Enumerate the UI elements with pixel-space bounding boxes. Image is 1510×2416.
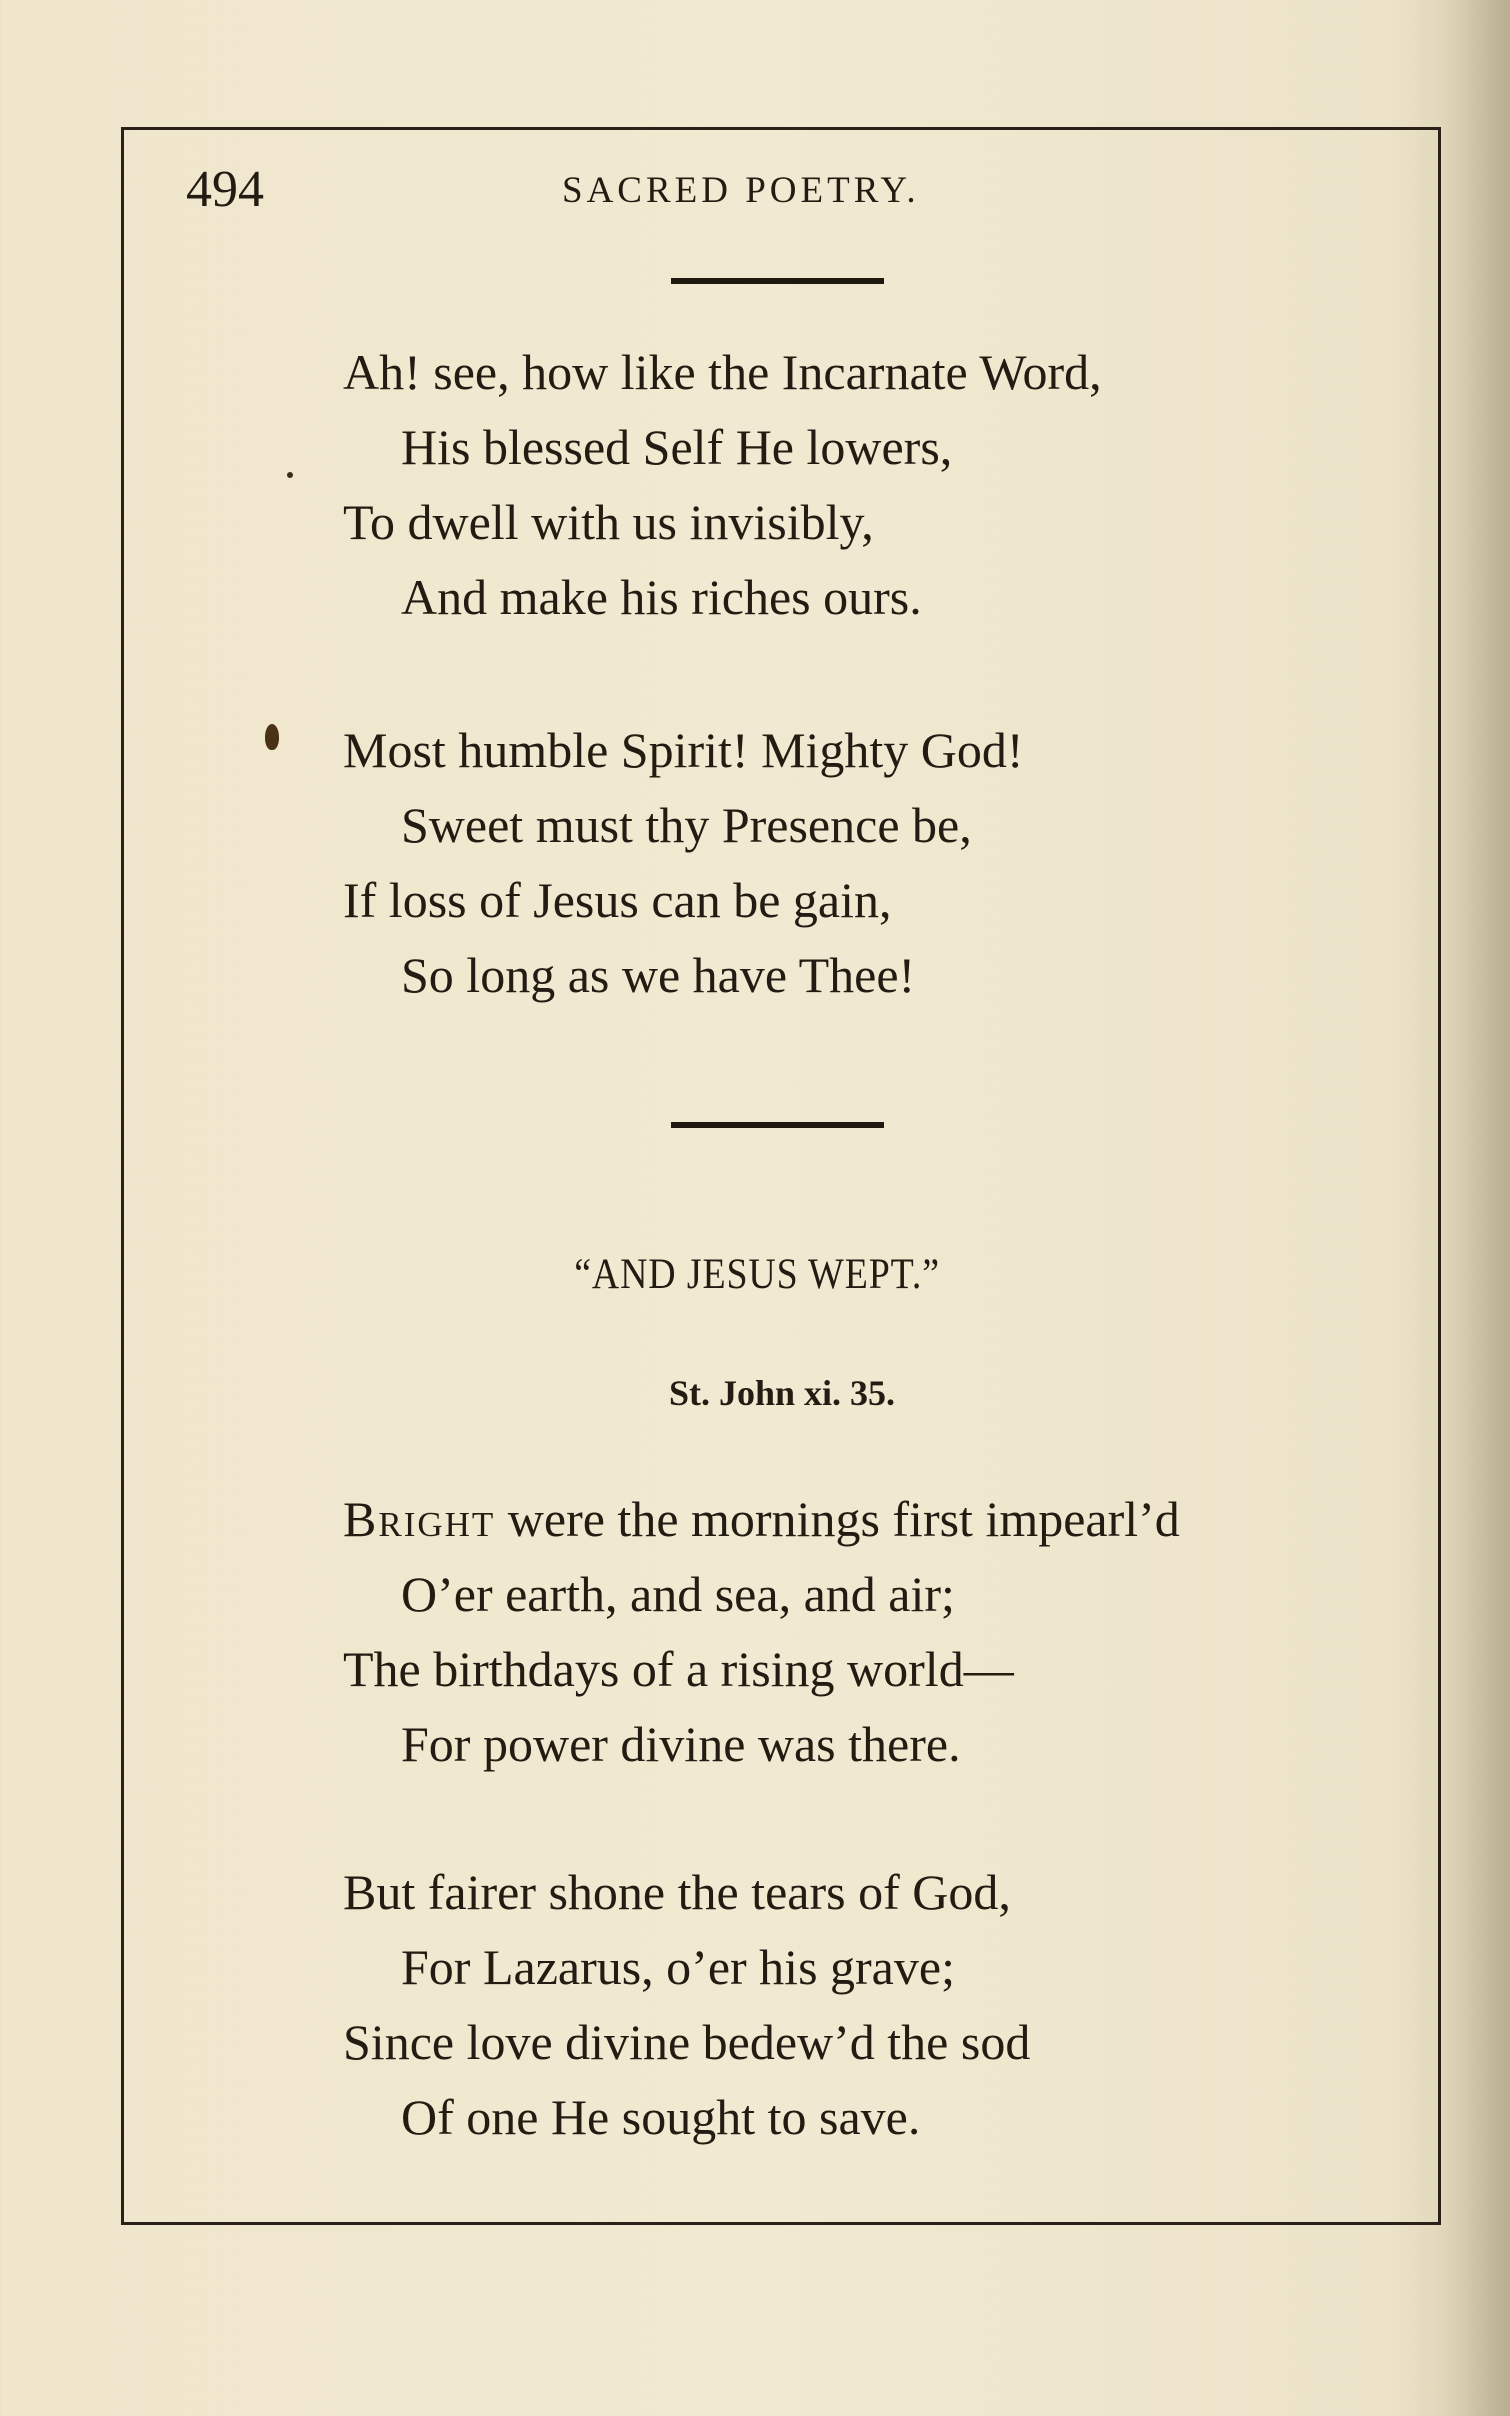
- verse-line: O’er earth, and sea, and air;: [401, 1566, 955, 1622]
- verse-line: The birthdays of a rising world—: [343, 1641, 1014, 1697]
- verse-line: If loss of Jesus can be gain,: [343, 872, 892, 928]
- verse-line: But fairer shone the tears of God,: [343, 1864, 1011, 1920]
- verse-line: Of one He sought to save.: [401, 2089, 921, 2145]
- running-head: SACRED POETRY.: [562, 170, 920, 211]
- ink-dot: [287, 472, 293, 478]
- verse-line: For Lazarus, o’er his grave;: [401, 1939, 955, 1995]
- verse-line: For power divine was there.: [401, 1716, 961, 1772]
- verse-line: To dwell with us invisibly,: [343, 494, 874, 550]
- opening-word: Bright: [343, 1491, 496, 1547]
- verse-line: Ah! see, how like the Incarnate Word,: [343, 344, 1102, 400]
- verse-line: And make his riches ours.: [401, 569, 922, 625]
- ink-blot: [265, 724, 279, 750]
- scripture-reference: St. John xi. 35.: [668, 1373, 896, 1413]
- stanza-but-fairer-shone: [343, 1855, 1030, 2155]
- verse-line-rest: were the mornings first impearl’d: [495, 1491, 1180, 1547]
- verse-line: Since love divine bedew’d the sod: [343, 2014, 1031, 2070]
- verse-line-first: [343, 1482, 1180, 1557]
- page-header: [0, 160, 1510, 220]
- stanza-ah-see: [343, 335, 1102, 635]
- stanza-bright-were-the-mornings: [343, 1482, 1180, 1782]
- page-number: 494: [186, 161, 264, 218]
- page-edge-shadow: [1440, 0, 1510, 2416]
- section-divider-rule: [671, 1122, 884, 1128]
- stanza-most-humble-spirit: [343, 713, 1024, 1013]
- verse-line: Sweet must thy Presence be,: [401, 797, 972, 853]
- verse-line: So long as we have Thee!: [401, 947, 916, 1003]
- verse-line: Most humble Spirit! Mighty God!: [343, 722, 1024, 778]
- top-divider-rule: [671, 278, 884, 284]
- poem-title: “AND JESUS WEPT.”: [574, 1251, 940, 1298]
- verse-line: His blessed Self He lowers,: [401, 419, 953, 475]
